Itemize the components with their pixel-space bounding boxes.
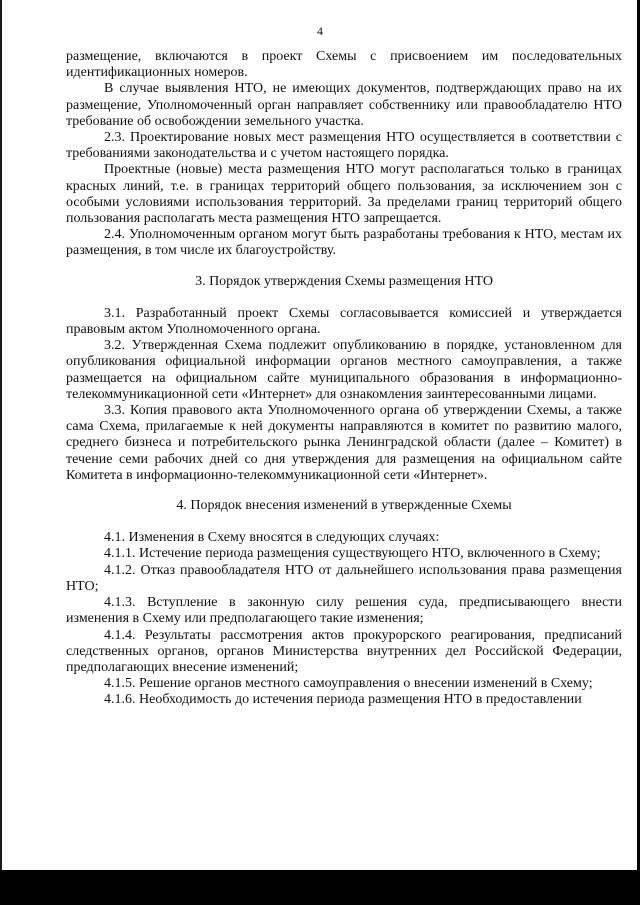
paragraph: 4.1. Изменения в Схему вносятся в следующих случаях: (104, 530, 440, 546)
paragraph: 4.1.4. Результаты рассмотрения актов прокурорского реагирования, предписаний следственных органов, органов Министерства внутренних дел Российской Федерации, предполагающих внесение изменений; (66, 627, 622, 675)
paragraph: 3.1. Разработанный проект Схемы согласовывается комиссией и утверждается правовым актом Уполномоченного органа. (66, 305, 622, 338)
paragraph: Проектные (новые) места размещения НТО могут располагаться только в границах красных линий, т.е. в границах территорий общего пользования, за исключением зон с особыми условиями использования территорий. За пределами границ территорий общего пользования располагать места размещения НТО запрещается. (66, 162, 622, 227)
page-number: 4 (317, 24, 323, 38)
paragraph: В случае выявления НТО, не имеющих документов, подтверждающих право на их размещение, Уполномоченный орган направляет собственнику или правообладателю НТО требование об освобождении земельного участка. (66, 81, 622, 129)
paragraph: размещение, включаются в проект Схемы с присвоением им последовательных идентификационных номеров. (66, 49, 622, 81)
document-body (66, 49, 622, 709)
section-heading: 3. Порядок утверждения Схемы размещения НТО (195, 273, 493, 289)
paragraph: 4.1.1. Истечение периода размещения существующего НТО, включенного в Схему; (104, 546, 601, 562)
scan-edge-left (0, 0, 2, 870)
section-heading: 4. Порядок внесения изменений в утвержденные Схемы (176, 498, 512, 514)
paragraph: 2.3. Проектирование новых мест размещения НТО осуществляется в соответствии с требованиями законодательства и с учетом настоящего порядка. (66, 130, 622, 162)
paragraph: 4.1.6. Необходимость до истечения периода размещения НТО в предоставлении (104, 692, 582, 708)
scan-bottom-border (0, 870, 640, 905)
paragraph: 2.4. Уполномоченным органом могут быть разработаны требования к НТО, местам их размещения, в том числе их благоустройству. (66, 227, 622, 259)
paragraph: 4.1.2. Отказ правообладателя НТО от дальнейшего использования права размещения НТО; (66, 562, 622, 594)
paragraph: 3.2. Утвержденная Схема подлежит опубликованию в порядке, установленном для опубликования официальной информации органов местного самоуправления, а также размещается на официальном сайте муниципального образования в информационно-телекоммуникационной сети «Интернет» для ознакомления заинтересованными лицами. (66, 338, 622, 402)
paragraph: 4.1.5. Решение органов местного самоуправления о внесении изменений в Схему; (104, 676, 593, 692)
paragraph: 4.1.3. Вступление в законную силу решения суда, предписывающего внести изменения в Схему или предполагающего такие изменения; (66, 595, 622, 627)
paragraph: 3.3. Копия правового акта Уполномоченного органа об утверждении Схемы, а также сама Схема, прилагаемые к ней документы направляются в комитет по развитию малого, среднего бизнеса и потребительского рынка Ленинградской области (далее – Комитет) в течение семи рабочих дней со дня утверждения для размещения на официальном сайте Комитета в информационно-телекоммуникационной сети «Интернет». (66, 403, 622, 483)
